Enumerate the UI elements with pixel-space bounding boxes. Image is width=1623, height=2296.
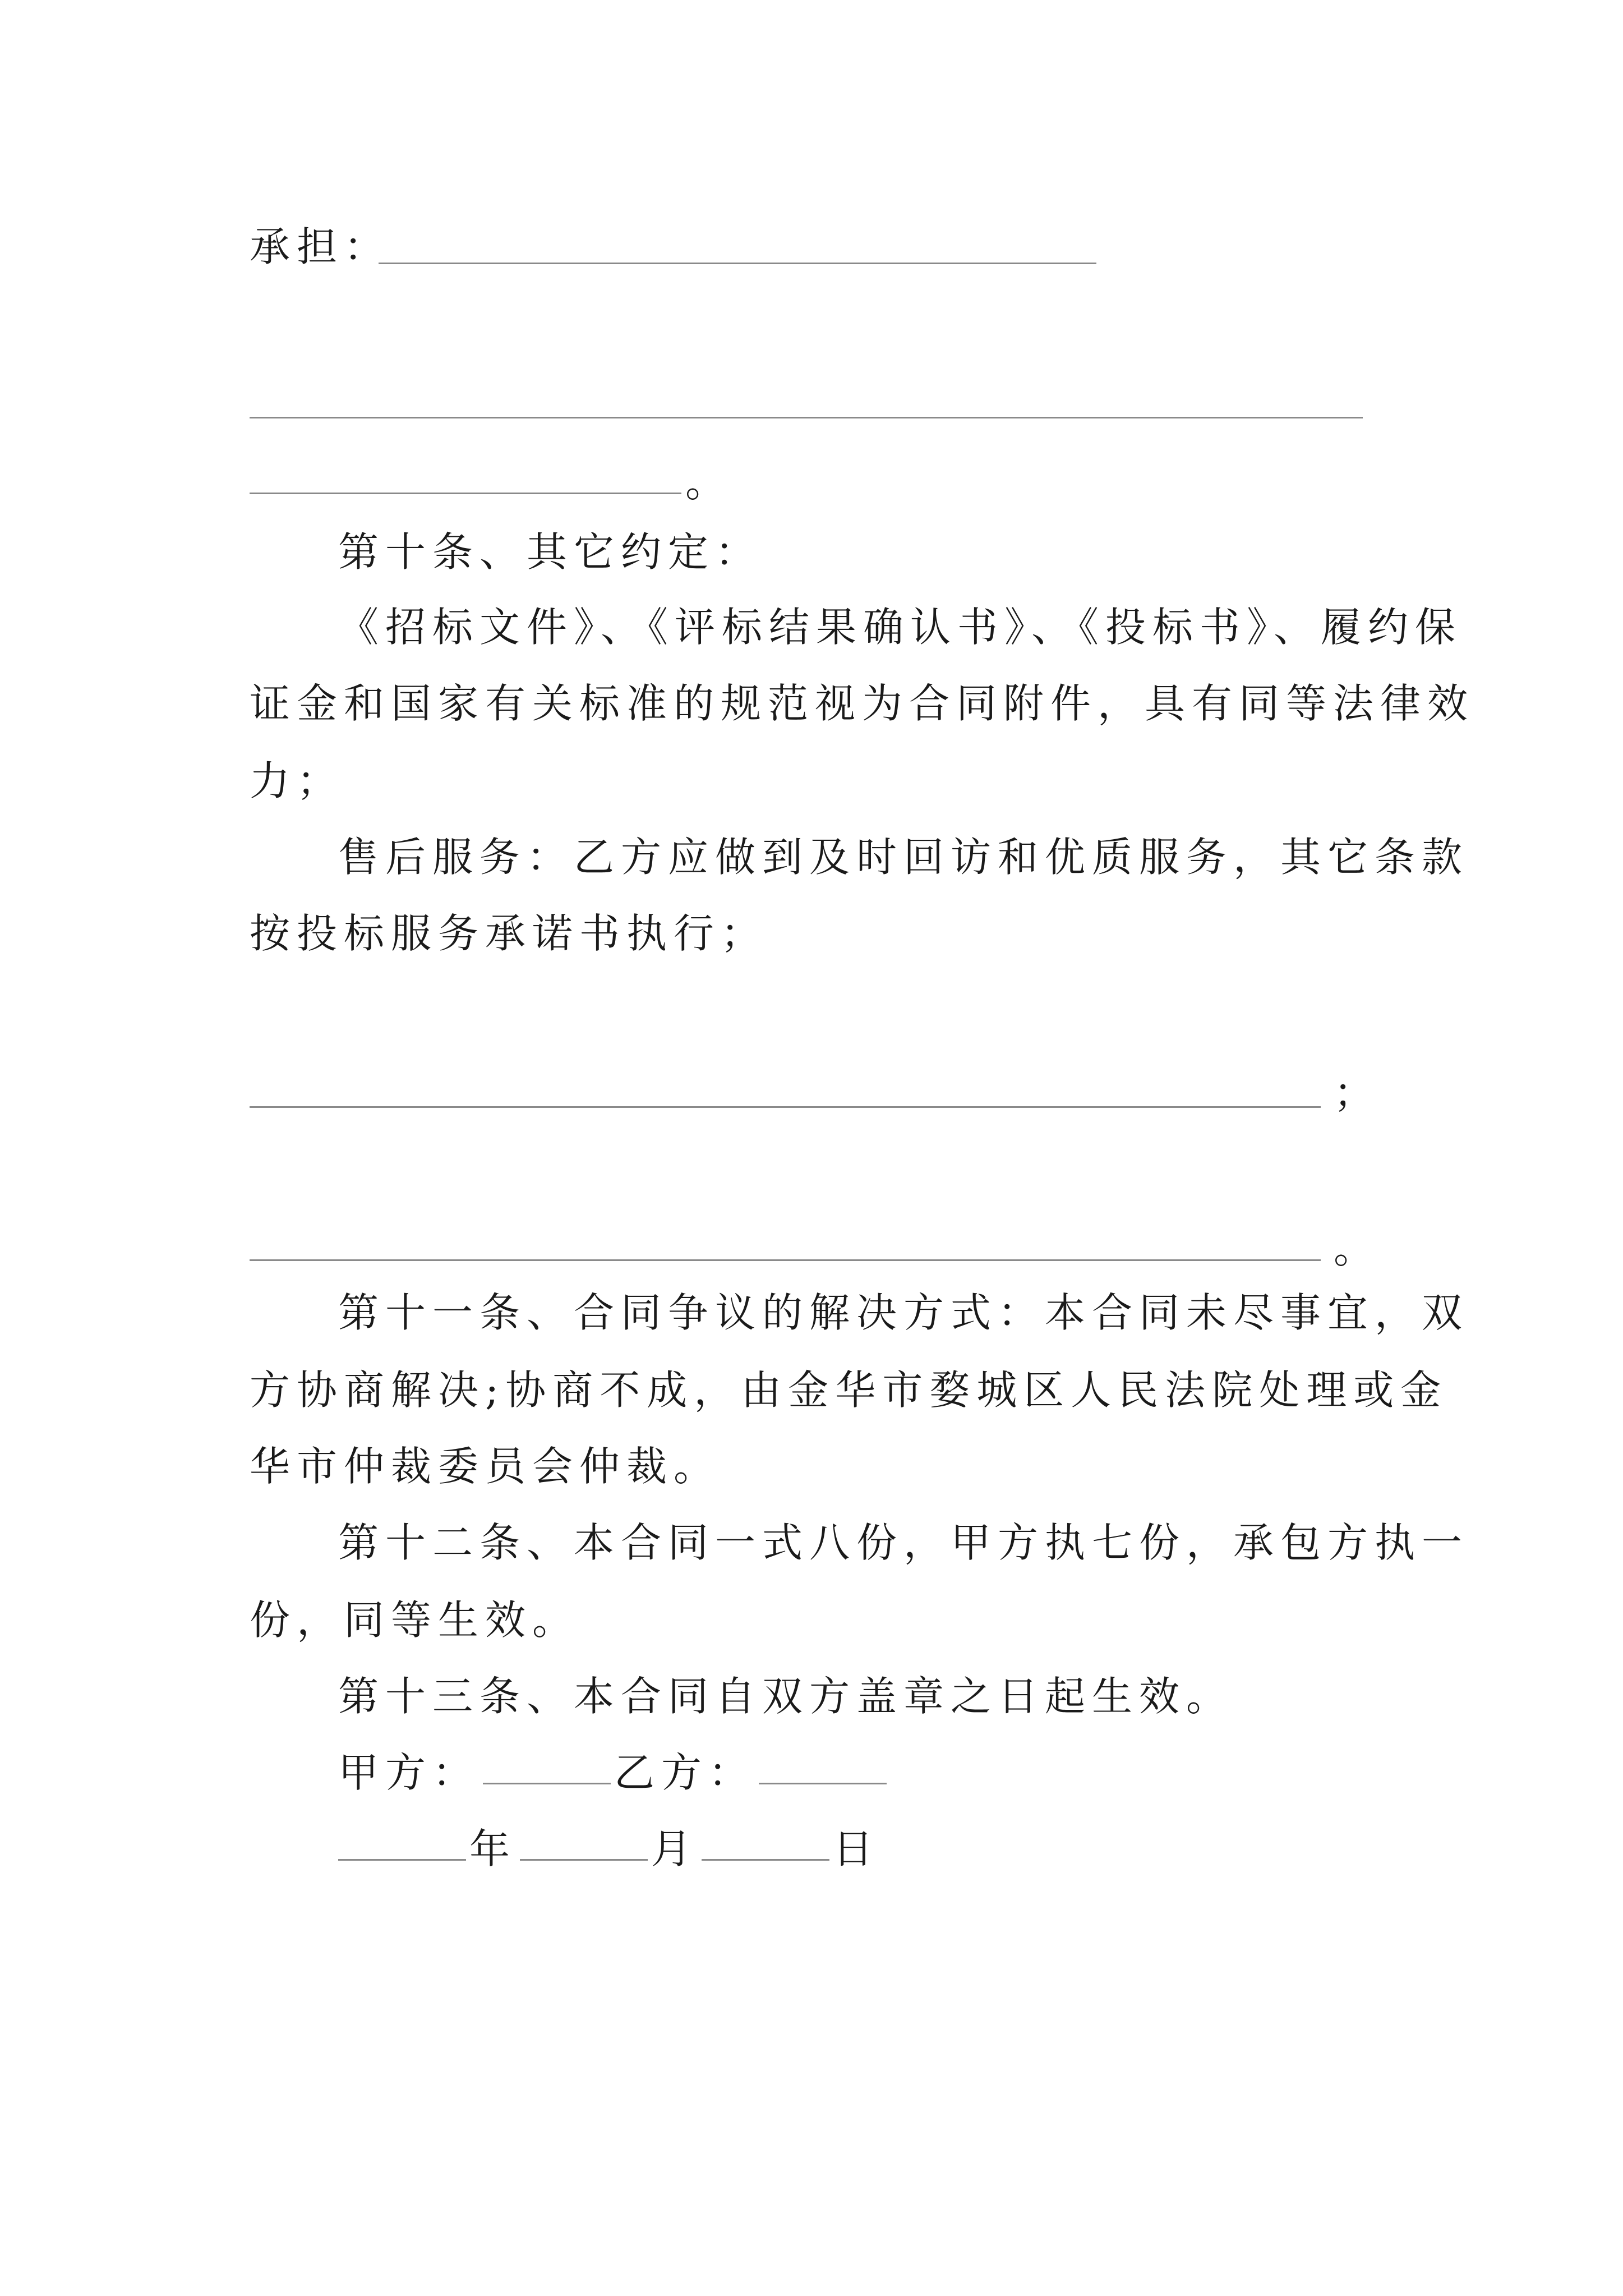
- article-10-para-line1: 《招标文件》、《评标结果确认书》、《投标书》、履约保: [338, 604, 1463, 651]
- undertake-label: [250, 220, 391, 274]
- month-label: 月: [651, 1825, 699, 1872]
- article-10-para-line2: 证金和国家有关标准的规范视为合同附件，具有同等法律效: [250, 680, 1475, 727]
- blank-line-long[interactable]: [250, 417, 1363, 418]
- party-b-label: 乙方：: [614, 1749, 756, 1796]
- article-10-title: 第十条、其它约定：: [338, 528, 763, 576]
- blank-line-short-end: 。: [685, 459, 726, 506]
- party-a-blank[interactable]: [483, 1782, 611, 1784]
- day-label: 日: [833, 1825, 880, 1872]
- blank-line-short[interactable]: [250, 493, 681, 494]
- article-11-line1: 第十一条、合同争议的解决方式：本合同未尽事宜，双: [338, 1289, 1469, 1336]
- blank-line-semicolon-end: ；: [1334, 1069, 1375, 1116]
- undertake-label-text: 承担：: [250, 223, 391, 270]
- date-row: [338, 1822, 880, 1876]
- month-blank[interactable]: [520, 1858, 648, 1861]
- article-12-line2: 份，同等生效。: [250, 1596, 580, 1644]
- article-12-line1: 第十二条、本合同一式八份，甲方执七份，承包方执一: [338, 1519, 1469, 1566]
- article-13: 第十三条、本合同自双方盖章之日起生效。: [338, 1673, 1234, 1720]
- blank-line-period-end: 。: [1334, 1225, 1375, 1272]
- article-10-para-line3: 力；: [250, 757, 344, 804]
- after-sales-line1: 售后服务：乙方应做到及时回访和优质服务，其它条款: [338, 834, 1469, 881]
- undertake-blank[interactable]: [379, 263, 1096, 264]
- day-blank[interactable]: [702, 1858, 829, 1861]
- blank-line-period[interactable]: [250, 1259, 1321, 1261]
- party-a-label: 甲方：: [338, 1749, 480, 1796]
- year-label: 年: [469, 1825, 517, 1872]
- article-11-line2: 方协商解决;协商不成，由金华市婺城区人民法院处理或金: [250, 1366, 1448, 1414]
- year-blank[interactable]: [338, 1858, 466, 1861]
- after-sales-line2: 按投标服务承诺书执行；: [250, 910, 768, 957]
- article-11-line3: 华市仲裁委员会仲裁。: [250, 1443, 721, 1490]
- party-b-blank[interactable]: [759, 1782, 887, 1784]
- signature-row: [338, 1746, 890, 1800]
- blank-line-semicolon[interactable]: [250, 1106, 1321, 1108]
